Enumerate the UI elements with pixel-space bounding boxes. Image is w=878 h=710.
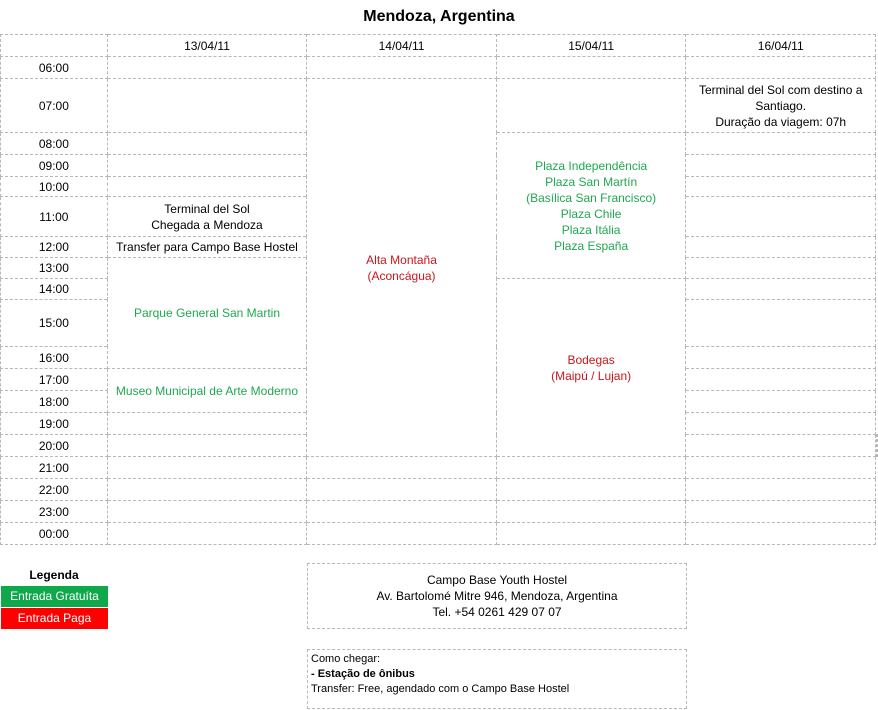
time-cell: 10:00 [1,177,108,197]
time-cell: 06:00 [1,57,108,79]
event-transfer: Transfer para Campo Base Hostel [107,237,307,258]
legend-paid-entry: Entrada Paga [1,608,108,629]
time-cell: 11:00 [1,197,108,237]
hostel-name: Campo Base Youth Hostel [426,573,568,587]
time-cell: 13:00 [1,258,108,279]
directions-station: - Estação de ônibus [311,668,415,680]
time-cell: 14:00 [1,279,108,300]
corner-cell [1,35,108,57]
date-header: 15/04/11 [496,35,686,57]
directions-box [307,649,687,709]
time-cell: 19:00 [1,413,108,435]
time-cell: 18:00 [1,391,108,413]
time-cell: 16:00 [1,347,108,369]
date-header: 16/04/11 [686,35,876,57]
event-terminal-arrival: Terminal del Sol Chegada a Mendoza [107,197,307,237]
table-row [1,457,878,479]
event-plazas: Plaza Independência Plaza San Martín (Basílica San Francisco) Plaza Chile Plaza Itália Plaza España [496,133,686,279]
hostel-address: Av. Bartolomé Mitre 946, Mendoza, Argentina [376,589,618,603]
legend-title: Legenda [29,568,79,582]
time-cell: 09:00 [1,155,108,177]
table-row [1,79,878,133]
event-parque: Parque General San Martin [107,258,307,369]
table-row [1,479,878,501]
time-cell: 12:00 [1,237,108,258]
time-cell: 08:00 [1,133,108,155]
time-cell: 07:00 [1,79,108,133]
time-cell: 17:00 [1,369,108,391]
time-cell: 23:00 [1,501,108,523]
hostel-info-box [307,563,687,629]
time-cell: 00:00 [1,523,108,545]
event-bodegas: Bodegas (Maipú / Lujan) [496,279,686,457]
header-row [1,35,878,57]
table-row [1,523,878,545]
directions-transfer: Transfer: Free, agendado com o Campo Base Hostel [311,683,570,695]
schedule-table [0,34,878,545]
directions-heading: Como chegar: [311,653,381,665]
table-row [1,501,878,523]
event-museo: Museo Municipal de Arte Moderno [107,369,307,413]
date-header: 13/04/11 [107,35,307,57]
event-terminal-departure: Terminal del Sol com destino a Santiago. Duração da viagem: 07h [686,79,876,133]
event-alta-montana: Alta Montaña (Aconcágua) [307,79,497,457]
time-cell: 15:00 [1,300,108,347]
legend-free-entry: Entrada Gratuíta [1,586,108,607]
page-title: Mendoza, Argentina [363,8,515,25]
time-cell: 21:00 [1,457,108,479]
date-header: 14/04/11 [307,35,497,57]
time-cell: 20:00 [1,435,108,457]
time-cell: 22:00 [1,479,108,501]
table-row [1,57,878,79]
hostel-phone: Tel. +54 0261 429 07 07 [432,605,562,619]
